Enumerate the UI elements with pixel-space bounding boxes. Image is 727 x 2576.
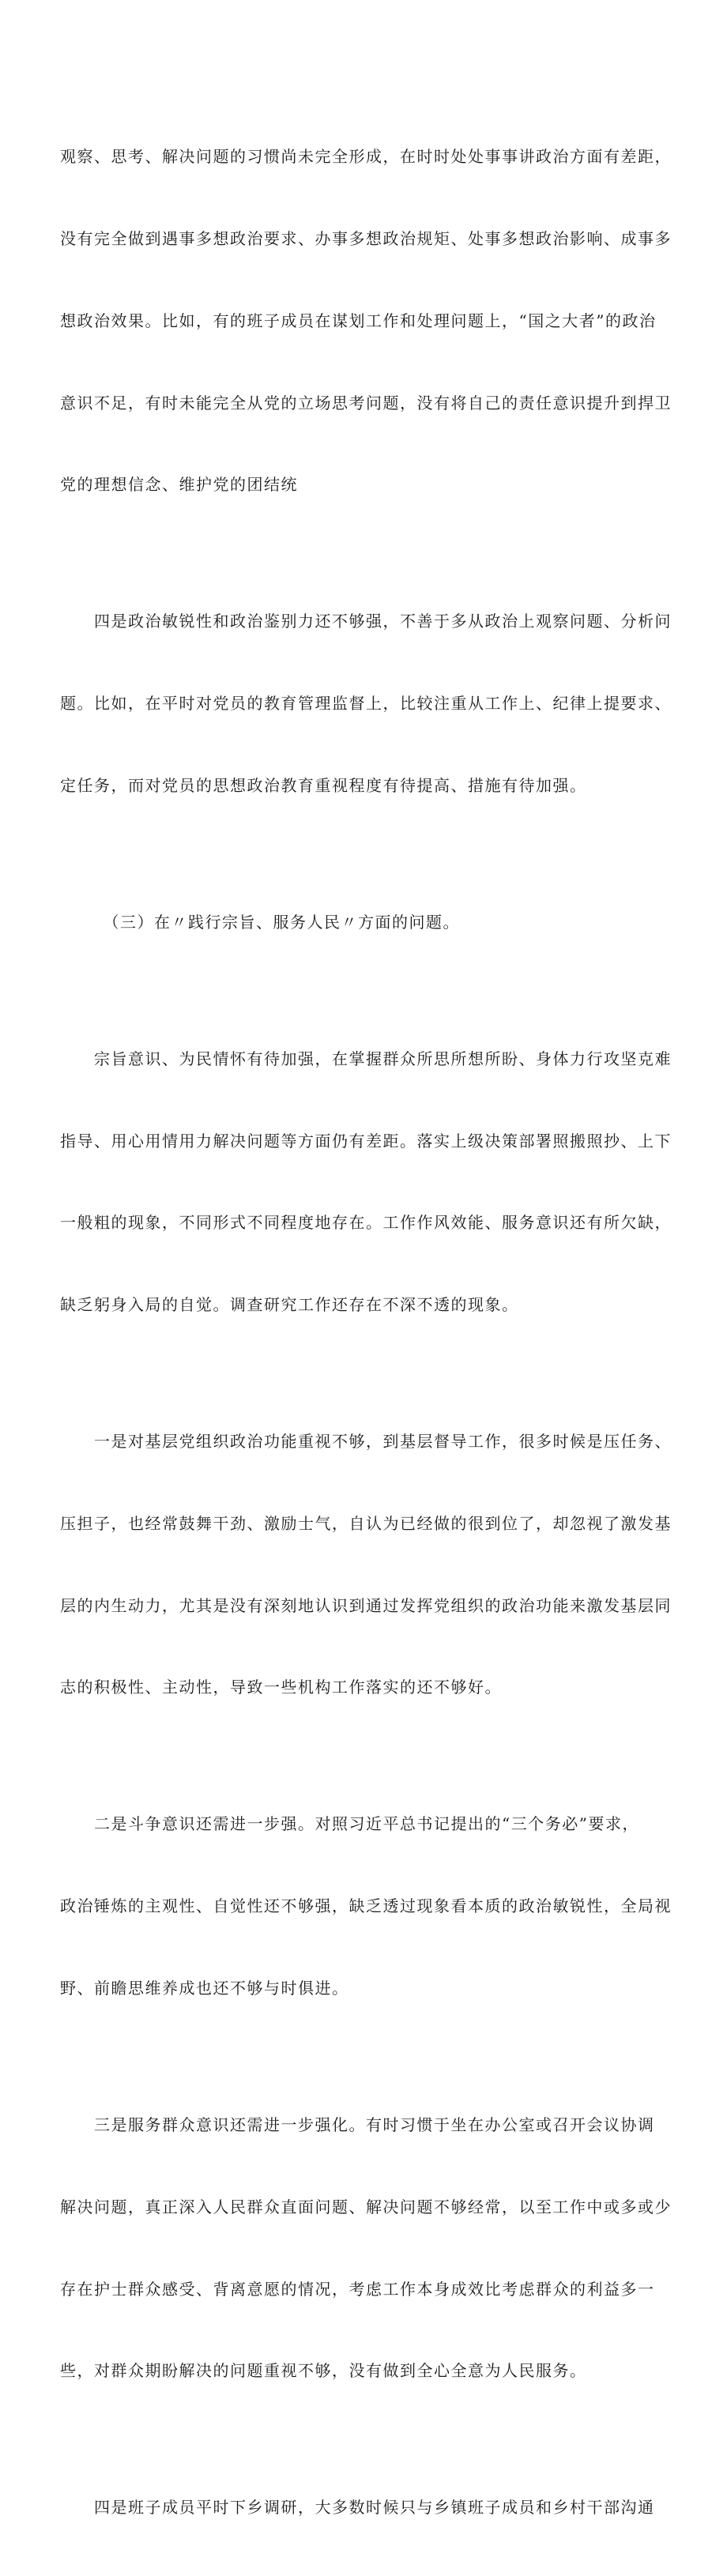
text-line: 三是服务群众意识还需进一步强化。有时习惯于坐在办公室或召开会议协调 xyxy=(60,2115,655,2134)
text-line: 压担子，也经常鼓舞干劲、激励士气，自认为已经做的很到位了，却忽视了激发基 xyxy=(60,1513,672,1533)
text-line: 层的内生动力，尤其是没有深刻地认识到通过发挥党组织的政治功能来激发基层同 xyxy=(60,1595,672,1615)
text-line: 存在护士群众感受、背离意愿的情况，考虑工作本身成效比考虑群众的利益多一 xyxy=(60,2279,655,2299)
text-line: 观察、思考、解决问题的习惯尚未完全形成，在时时处处事事讲政治方面有差距， xyxy=(60,147,672,167)
paragraph-5 xyxy=(60,1756,676,2057)
text-line: 二是斗争意识还需进一步强。对照习近平总书记提出的“三个务必”要求， xyxy=(60,1814,639,1834)
paragraph-2 xyxy=(60,553,676,854)
paragraph-4 xyxy=(60,1373,676,1756)
text-line: 宗旨意识、为民情怀有待加强，在掌握群众所思所想所盼、身体力行攻坚克难 xyxy=(60,1049,672,1068)
document-body xyxy=(60,89,676,2576)
text-line: 一般粗的现象，不同形式不同程度地存在。工作作风效能、服务意识还有所欠缺， xyxy=(60,1213,672,1233)
paragraph-1 xyxy=(60,89,676,553)
text-line: 题。比如，在平时对党员的教育管理监督上，比较注重从工作上、纪律上提要求、 xyxy=(60,694,672,714)
text-line: 定任务，而对党员的思想政治教育重视程度有待提高、措施有待加强。 xyxy=(60,775,587,795)
text-line: 四是政治敏锐性和政治鉴别力还不够强，不善于多从政治上观察问题、分析问 xyxy=(60,612,672,631)
text-line: 四是班子成员平时下乡调研，大多数时候只与乡镇班子成员和乡村干部沟通 xyxy=(60,2498,655,2518)
text-line: 缺乏躬身入局的自觉。调查研究工作还存在不深不透的现象。 xyxy=(60,1295,519,1315)
paragraph-6 xyxy=(60,2057,676,2439)
heading-line: （三）在〃践行宗旨、服务人民〃方面的问题。 xyxy=(60,912,460,932)
text-line: 党的理想信念、维护党的团结统 xyxy=(60,475,298,495)
paragraph-3 xyxy=(60,991,676,1373)
section-heading xyxy=(60,854,676,991)
text-line: 没有完全做到遇事多想政治要求、办事多想政治规矩、处事多想政治影响、成事多 xyxy=(60,228,672,248)
text-line: 一是对基层党组织政治功能重视不够，到基层督导工作，很多时候是压任务、 xyxy=(60,1432,672,1452)
paragraph-7 xyxy=(60,2439,676,2576)
text-line: 指导、用心用情用力解决问题等方面仍有差距。落实上级决策部署照搬照抄、上下 xyxy=(60,1131,672,1151)
text-line: 志的积极性、主动性，导致一些机构工作落实的还不够好。 xyxy=(60,1678,502,1697)
text-line: 政治锤炼的主观性、自觉性还不够强，缺乏透过现象看本质的政治敏锐性，全局视 xyxy=(60,1896,672,1916)
text-line: 解决问题，真正深入人民群众直面问题、解决问题不够经常，以至工作中或多或少 xyxy=(60,2197,672,2216)
text-line: 想政治效果。比如，有的班子成员在谋划工作和处理问题上，“国之大者”的政治 xyxy=(60,311,657,330)
text-line: 野、前瞻思维养成也还不够与时俱进。 xyxy=(60,1978,349,1998)
text-line: 意识不足，有时未能完全从党的立场思考问题，没有将自己的责任意识提升到捍卫 xyxy=(60,393,672,412)
text-line: 些，对群众期盼解决的问题重视不够，没有做到全心全意为人民服务。 xyxy=(60,2361,587,2381)
